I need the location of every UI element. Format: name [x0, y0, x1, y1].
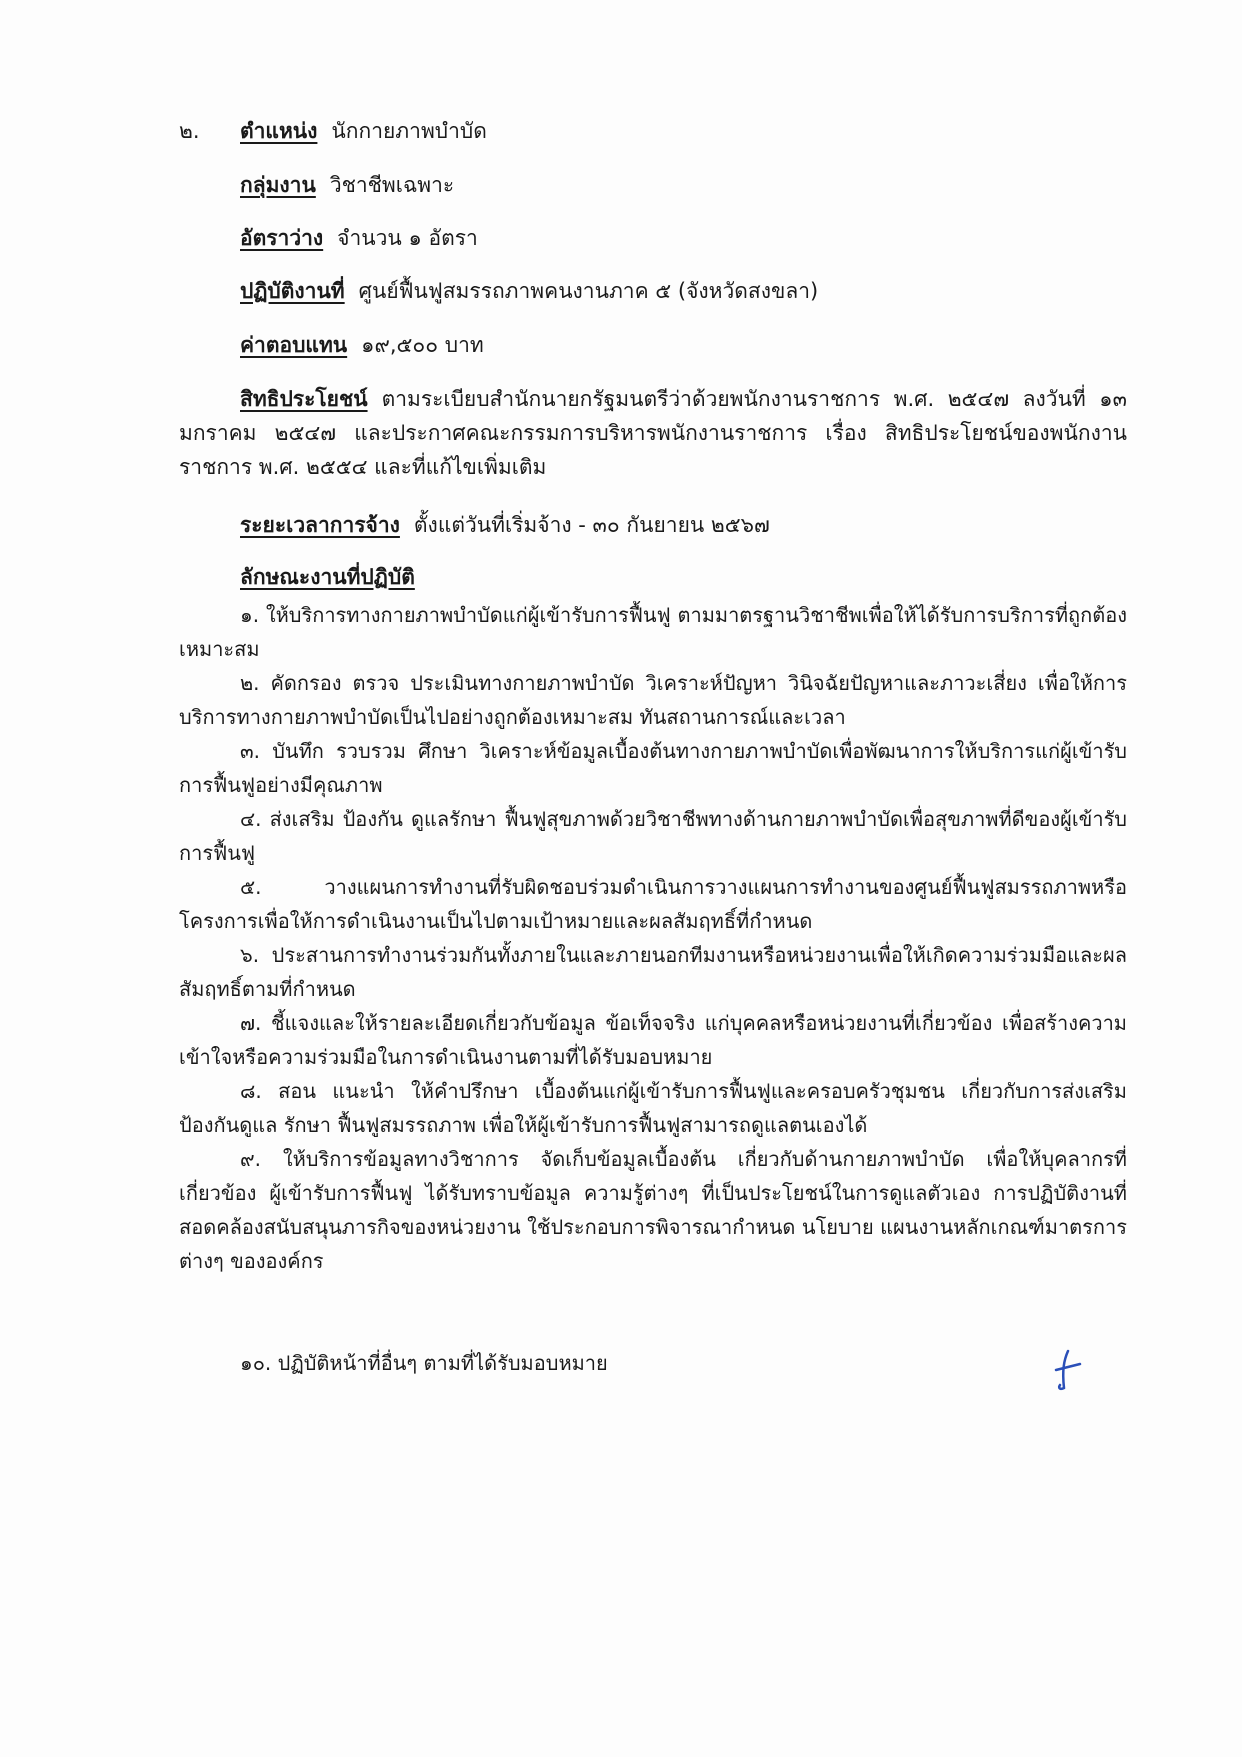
duty-item: ๖. ประสานการทำงานร่วมกันทั้งภายในและภายนอกทีมงานหรือหน่วยงานเพื่อให้เกิดความร่วมมือและผลสัมฤทธิ์ตามที่กำหนด [179, 943, 1127, 1001]
duty-item: ๗. ชี้แจงและให้รายละเอียดเกี่ยวกับข้อมูล ข้อเท็จจริง แก่บุคคลหรือหน่วยงานที่เกี่ยวข้อง เพื่อสร้างความเข้าใจหรือความร่วมมือในการดำเนินงานตามที่ได้รับมอบหมาย [179, 1011, 1127, 1069]
section-number: ๒. [179, 119, 200, 143]
duty-item: ๙. ให้บริการข้อมูลทางวิชาการ จัดเก็บข้อมูลเบื้องต้น เกี่ยวกับด้านกายภาพบำบัด เพื่อให้บุคลากรที่เกี่ยวข้อง ผู้เข้ารับการฟื้นฟู ได้รับทราบข้อมูล ความรู้ต่างๆ ที่เป็นประโยชน์ในการดูแลตัวเอง การปฏิบัติงานที่สอดคล้องสนับสนุนภารกิจของหน่วยงาน ใช้ประกอบการพิจารณากำหนด นโยบาย แผนงานหลักเกณฑ์มาตรการต่างๆ ขององค์กร [179, 1147, 1127, 1273]
group-label: กลุ่มงาน [240, 173, 316, 197]
field-group [240, 170, 454, 200]
duty-item: ๔. ส่งเสริม ป้องกัน ดูแลรักษา ฟื้นฟูสุขภาพด้วยวิชาชีพทางด้านกายภาพบำบัดเพื่อสุขภาพที่ดีของผู้เข้ารับการฟื้นฟู [179, 807, 1127, 865]
duty-item: ๓. บันทึก รวบรวม ศึกษา วิเคราะห์ข้อมูลเบื้องต้นทางกายภาพบำบัดเพื่อพัฒนาการให้บริการแก่ผู้เข้ารับการฟื้นฟูอย่างมีคุณภาพ [179, 739, 1127, 797]
duty-item: ๘. สอน แนะนำ ให้คำปรึกษา เบื้องต้นแก่ผู้เข้ารับการฟื้นฟูและครอบครัวชุมชน เกี่ยวกับการส่งเสริม ป้องกันดูแล รักษา ฟื้นฟูสมรรถภาพ เพื่อให้ผู้เข้ารับการฟื้นฟูสามารถดูแลตนเองได้ [179, 1079, 1127, 1137]
duty-item: ๒. คัดกรอง ตรวจ ประเมินทางกายภาพบำบัด วิเคราะห์ปัญหา วินิจฉัยปัญหาและภาวะเสี่ยง เพื่อให้การบริการทางกายภาพบำบัดเป็นไปอย่างถูกต้องเหมาะสม ทันสถานการณ์และเวลา [179, 671, 1127, 729]
duty-item: ๑๐. ปฏิบัติหน้าที่อื่นๆ ตามที่ได้รับมอบหมาย [240, 1351, 608, 1375]
field-position [240, 116, 487, 146]
field-salary [240, 330, 484, 360]
salary-label: ค่าตอบแทน [240, 333, 348, 357]
vacancy-value: จำนวน ๑ อัตรา [337, 226, 478, 250]
field-workplace [240, 276, 818, 306]
workplace-value: ศูนย์ฟื้นฟูสมรรถภาพคนงานภาค ๕ (จังหวัดสงขลา) [358, 279, 819, 303]
period-value: ตั้งแต่วันที่เริ่มจ้าง - ๓๐ กันยายน ๒๕๖๗ [413, 513, 770, 537]
position-value: นักกายภาพบำบัด [331, 119, 487, 143]
duties-heading: ลักษณะงานที่ปฏิบัติ [240, 565, 415, 589]
duty-item: ๕. วางแผนการทำงานที่รับผิดชอบร่วมดำเนินการวางแผนการทำงานของศูนย์ฟื้นฟูสมรรถภาพหรือโครงการเพื่อให้การดำเนินงานเป็นไปตามเป้าหมายและผลสัมฤทธิ์ที่กำหนด [179, 875, 1127, 933]
position-label: ตำแหน่ง [240, 119, 318, 143]
salary-value: ๑๙,๕๐๐ บาท [361, 333, 484, 357]
handwritten-initial [1050, 1348, 1084, 1394]
benefits-label: สิทธิประโยชน์ [240, 387, 368, 411]
duty-item: ๑. ให้บริการทางกายภาพบำบัดแก่ผู้เข้ารับการฟื้นฟู ตามมาตรฐานวิชาชีพเพื่อให้ได้รับการบริการที่ถูกต้องเหมาะสม [179, 603, 1127, 661]
group-value: วิชาชีพเฉพาะ [329, 173, 455, 197]
field-vacancy [240, 223, 478, 253]
workplace-label: ปฏิบัติงานที่ [240, 279, 345, 303]
vacancy-label: อัตราว่าง [240, 226, 324, 250]
period-label: ระยะเวลาการจ้าง [240, 513, 400, 537]
field-benefits [179, 382, 1127, 484]
benefits-value: ตามระเบียบสำนักนายกรัฐมนตรีว่าด้วยพนักงานราชการ พ.ศ. ๒๕๔๗ ลงวันที่ ๑๓ มกราคม ๒๕๔๗ และประกาศคณะกรรมการบริหารพนักงานราชการ เรื่อง สิทธิประโยชน์ของพนักงานราชการ พ.ศ. ๒๕๕๔ และที่แก้ไขเพิ่มเติม [179, 387, 1127, 479]
field-period [240, 510, 770, 540]
